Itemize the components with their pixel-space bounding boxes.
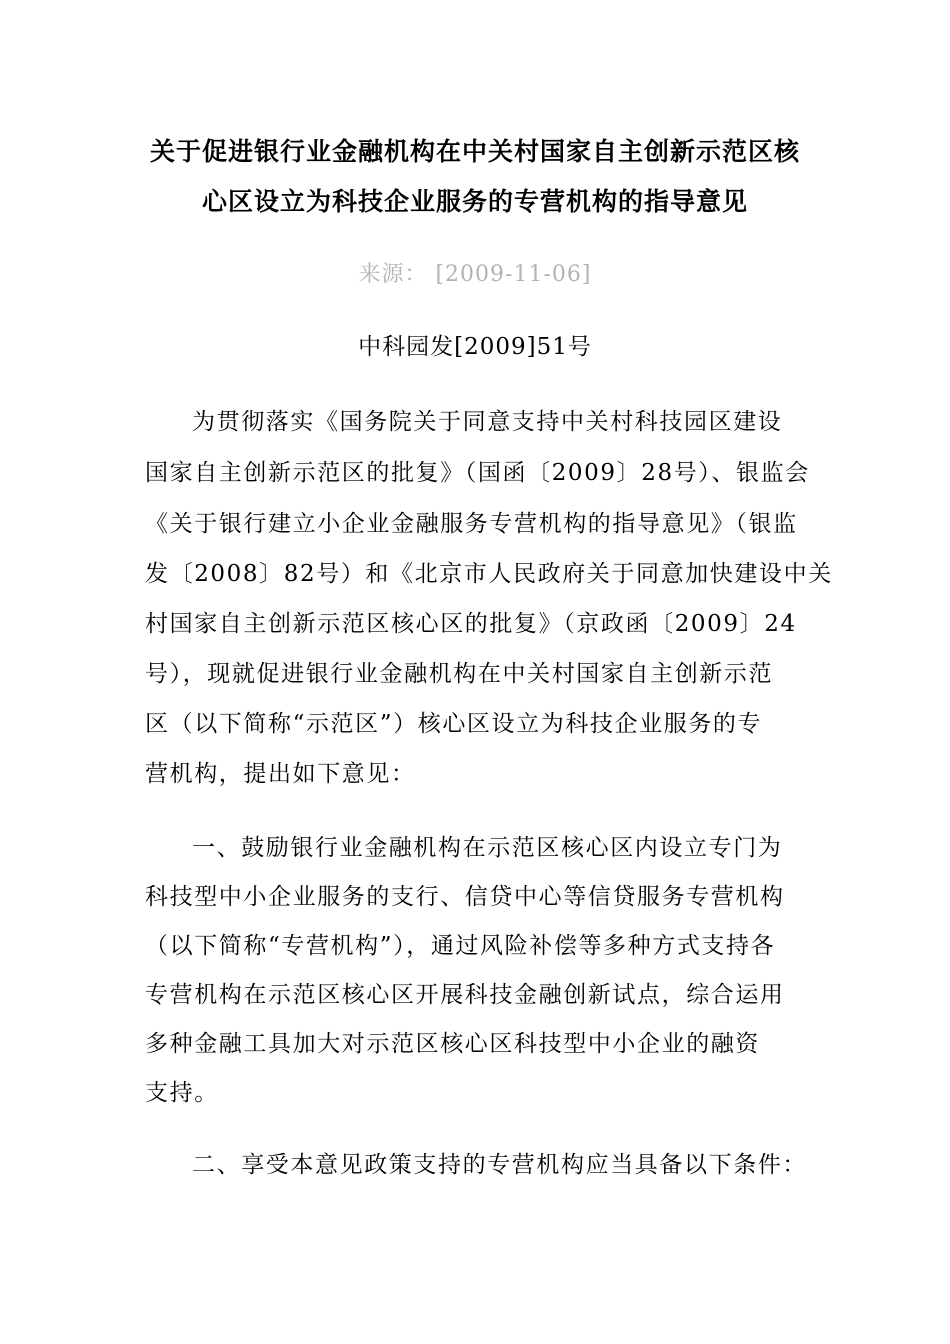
paragraph-1-line: 《关于银行建立小企业金融服务专营机构的指导意见》（银监 — [145, 511, 798, 537]
paragraph-1-line: 号），现就促进银行业金融机构在中关村国家自主创新示范 — [145, 661, 774, 687]
paragraph-2-line: 科技型中小企业服务的支行、信贷中心等信贷服务专营机构 — [145, 884, 785, 910]
paragraph-2-line: 多种金融工具加大对示范区核心区科技型中小企业的融资 — [145, 1031, 760, 1057]
document-title-line-1: 关于促进银行业金融机构在中关村国家自主创新示范区核 — [149, 137, 800, 166]
paragraph-1-line: 发〔2008〕82号）和《北京市人民政府关于同意加快建设中关 — [145, 561, 833, 587]
paragraph-1-line: 国家自主创新示范区的批复》（国函〔2009〕28号）、银监会 — [145, 460, 810, 486]
source-date: 来源： [2009-11-06] — [358, 262, 592, 287]
document-title-line-2: 心区设立为科技企业服务的专营机构的指导意见 — [201, 187, 748, 216]
paragraph-1-line: 区（以下简称“示范区”）核心区设立为科技企业服务的专 — [145, 711, 763, 737]
paragraph-2-line: 支持。 — [145, 1080, 219, 1106]
document-number: 中科园发[2009]51号 — [358, 334, 592, 360]
paragraph-2-line: 专营机构在示范区核心区开展科技金融创新试点，综合运用 — [145, 982, 785, 1008]
paragraph-3-line: 二、享受本意见政策支持的专营机构应当具备以下条件： — [192, 1152, 807, 1178]
paragraph-2-line: （以下简称“专营机构”），通过风险补偿等多种方式支持各 — [145, 933, 776, 959]
paragraph-2-line: 一、鼓励银行业金融机构在示范区核心区内设立专门为 — [192, 835, 783, 861]
paragraph-1-line: 营机构，提出如下意见： — [145, 761, 416, 787]
paragraph-1-line: 村国家自主创新示范区核心区的批复》（京政函〔2009〕24 — [145, 611, 797, 637]
paragraph-1-line: 为贯彻落实《国务院关于同意支持中关村科技园区建设 — [192, 409, 783, 435]
